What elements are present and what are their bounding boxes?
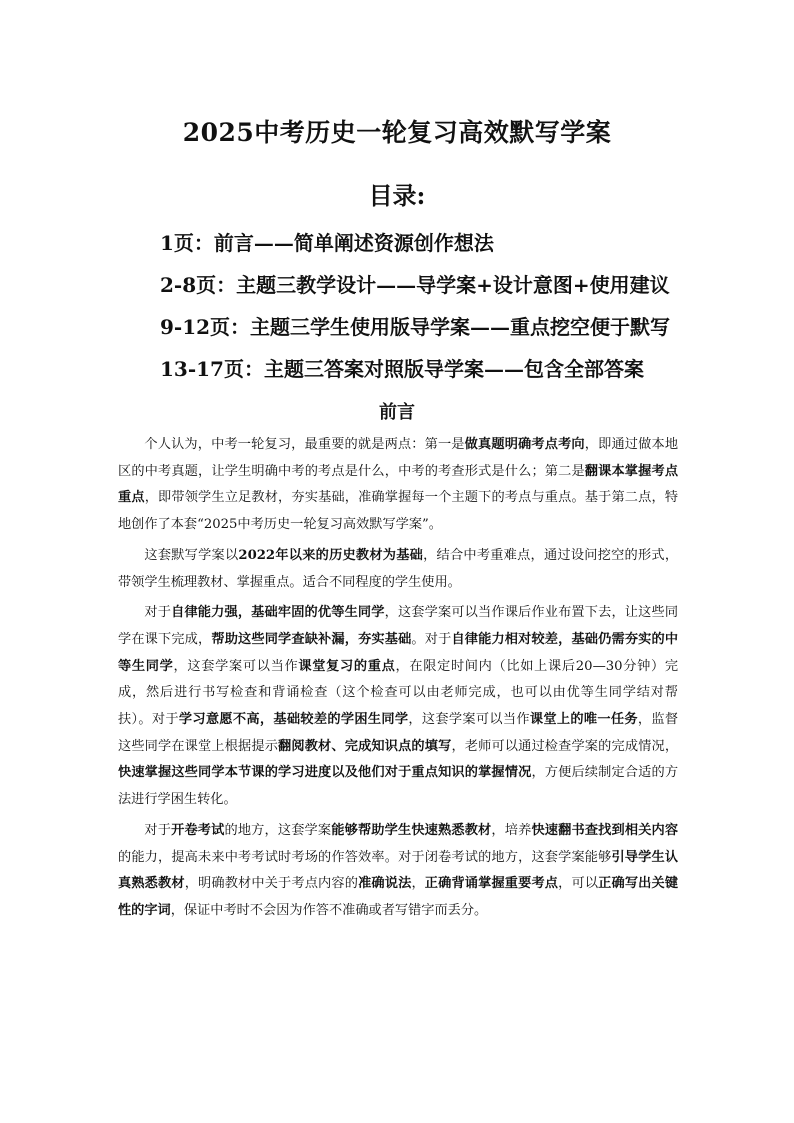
emphasis-text: 自律能力强，基础牢固的优等生同学 [171,605,385,621]
preface-paragraph [118,818,678,925]
paragraph-text: ，即通过做本地区的中考真题，让学生明确中考的考点是什么，中考的考查形式是什么；第二是 [118,437,679,479]
paragraph-text: ，这套学案可以当作 [173,658,299,674]
paragraph-text: ，培养 [491,822,532,838]
paragraph-text: ，监督这些同学在课堂上根据提示 [118,712,679,754]
paragraph-text: ，在限定时间内（比如上课后20—30分钟）完成，然后进行书写检查和背诵检查（这个检查可以由老师完成，也可以由优等生同学结对帮扶）。对于 [118,658,679,728]
preface-heading: 前言 [379,402,415,423]
paragraph-text: 。对于 [411,631,452,647]
paragraph-text: 对于 [144,822,172,838]
toc-item: 13-17页：主题三答案对照版导学案——包含全部答案 [160,357,644,381]
paragraph-text: ，这套学案可以当作课后作业布置下去，让这些同学在课下完成， [118,605,679,647]
preface-paragraph [118,600,678,814]
paragraph-text: 对于 [144,605,172,621]
paragraph-text: 个人认为，中考一轮复习，最重要的就是两点：第一是 [144,437,465,452]
paragraph-text: 的地方，这套学案 [224,822,332,838]
emphasis-text: 引导学生认真熟悉教材 [118,849,679,892]
paragraph-text: ，老师可以通过检查学案的完成情况， [451,738,679,754]
paragraph-text: ，这套学案可以当作 [408,712,530,728]
paragraph-text: ，即带领学生立足教材，夯实基础，准确掌握每一个主题下的考点与重点。基于第二点，特地创作了本套“2025中考历史一轮复习高效默写学案”。 [118,490,679,533]
toc-item: 9-12页：主题三学生使用版导学案——重点挖空便于默写 [160,315,671,339]
emphasis-text: 翻课本掌握考点重点 [118,463,679,506]
emphasis-text: 帮助这些同学查缺补漏，夯实基础 [211,631,412,647]
paragraph-text: ，结合中考重难点，通过设问挖空的形式，带领学生梳理教材、掌握重点。适合不同程度的学生使用。 [118,547,679,590]
emphasis-text: 正确背诵掌握重要考点 [424,876,559,892]
emphasis-text: 学习意愿不高，基础较差的学困生同学 [178,712,409,728]
emphasis-text: 做真题明确考点考向 [464,437,585,452]
paragraph-text: 这套默写学案以 [144,547,239,563]
paragraph-text: ， [411,876,425,892]
paragraph-text: ，保证中考时不会因为作答不准确或者写错字而丢分。 [170,902,488,918]
paragraph-text: ，明确教材中关于考点内容的 [184,876,359,892]
paragraph-text: ，可以 [558,876,599,892]
toc-item: 1页：前言——简单阐述资源创作想法 [160,231,494,255]
toc-item: 2-8页：主题三教学设计——导学案+设计意图+使用建议 [160,273,670,297]
emphasis-text: 2022年以来的历史教材为基础 [238,547,424,563]
emphasis-text: 正确写出关键性的字词 [118,876,679,918]
paragraph-text: ，方便后续制定合适的方法进行学困生转化。 [118,765,679,808]
emphasis-text: 开卷考试 [171,822,225,838]
preface-body [118,432,678,929]
emphasis-text: 准确说法 [358,876,412,892]
emphasis-text: 课堂复习的重点 [298,658,396,674]
emphasis-text: 快速翻书查找到相关内容 [531,822,679,838]
table-of-contents [160,226,780,394]
emphasis-text: 翻阅教材、完成知识点的填写 [278,738,452,754]
document-title: 2025中考历史一轮复习高效默写学案 [182,118,612,147]
emphasis-text: 能够帮助学生快速熟悉教材 [331,822,492,838]
emphasis-text: 课堂上的唯一任务 [529,712,638,728]
emphasis-text: 自律能力相对较差，基础仍需夯实的中等生同学 [118,631,679,674]
paragraph-text: 的能力，提高未来中考考试时考场的作答效率。对于闭卷考试的地方，这套学案能够 [118,849,612,865]
emphasis-text: 快速掌握这些同学本节课的学习进度以及他们对于重点知识的掌握情况 [118,765,532,781]
toc-heading: 目录: [368,181,426,210]
preface-paragraph [118,432,678,539]
preface-paragraph [118,543,678,596]
